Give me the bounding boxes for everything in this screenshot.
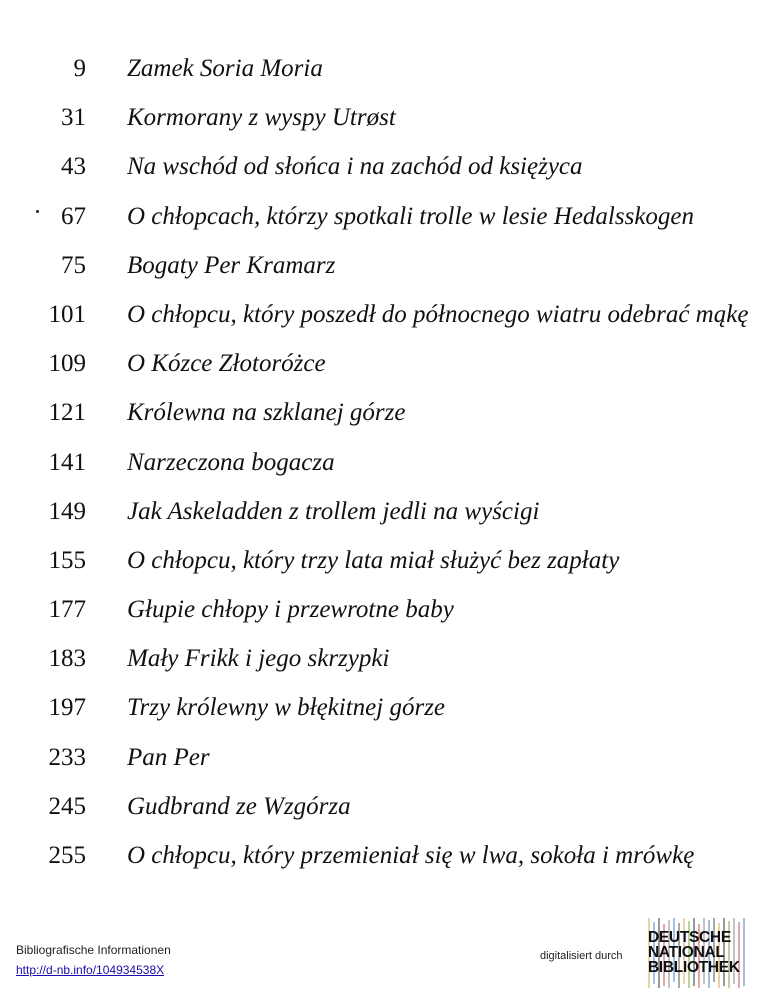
toc-page-number: 183 [48,645,86,673]
toc-page-number: 109 [48,350,86,378]
toc-page-number: 75 [61,251,86,279]
toc-entry [0,93,768,142]
toc-title: Pan Per [127,743,210,771]
toc-title: O chłopcach, którzy spotkali trolle w lesie Hedalsskogen [127,202,695,230]
toc-page-number: 121 [48,399,86,427]
toc-page-number: 255 [48,842,86,869]
toc-page-number: 245 [48,792,86,820]
table-of-contents [0,44,768,880]
toc-title: Kormorany z wyspy Utrøst [127,104,396,132]
toc-page-number: 155 [48,546,86,574]
toc-page-number: 9 [73,55,86,82]
toc-entry [0,290,768,339]
toc-page-number: 149 [48,497,86,525]
toc-page-number: 197 [48,694,86,722]
toc-title: O Kózce Złotoróżce [127,350,326,378]
toc-entry [0,683,768,732]
toc-page-number: 43 [61,153,86,181]
toc-title: Narzeczona bogacza [127,448,335,476]
toc-title: Królewna na szklanej górze [127,399,406,427]
toc-entry [0,585,768,634]
toc-entry [0,438,768,487]
dnb-logo [646,918,758,988]
toc-entry [0,142,768,191]
toc-entry [0,831,768,880]
toc-page-number: 233 [48,743,86,771]
toc-entry [0,44,768,93]
toc-title: Głupie chłopy i przewrotne baby [127,596,454,624]
toc-page-number: 177 [48,596,86,624]
toc-entry [0,536,768,585]
toc-entry [0,487,768,536]
toc-entry [0,634,768,683]
toc-title: Trzy królewny w błękitnej górze [127,694,446,722]
bibliographic-info-label: Bibliografische Informationen [16,943,171,957]
toc-entry [0,388,768,437]
dnb-logo-text [648,930,740,975]
dnb-logo-line: DEUTSCHE [648,929,731,946]
toc-entry [0,192,768,241]
bibliographic-info-link[interactable]: http://d-nb.info/104934538X [16,963,165,977]
toc-entry [0,339,768,388]
toc-title: Jak Askeladden z trollem jedli na wyścigi [127,497,540,525]
toc-title: Na wschód od słońca i na zachód od księżyca [127,153,583,181]
dnb-logo-line: NATIONAL [648,944,725,961]
dnb-logo-line: BIBLIOTHEK [648,959,740,976]
toc-page-number: 141 [48,448,86,476]
toc-title: Zamek Soria Moria [127,55,323,82]
toc-entry [0,241,768,290]
toc-title: O chłopcu, który trzy lata miał służyć bez zapłaty [127,546,620,574]
toc-entry [0,733,768,782]
toc-title: Mały Frikk i jego skrzypki [127,645,390,673]
toc-title: O chłopcu, który przemieniał się w lwa, sokoła i mrówkę [127,842,695,869]
toc-title: O chłopcu, który poszedł do północnego wiatru odebrać mąkę [127,300,749,328]
toc-title: Gudbrand ze Wzgórza [127,792,351,820]
toc-page-number: 101 [48,300,86,328]
toc-page-number: 31 [61,104,86,132]
toc-entry [0,782,768,831]
bibliographic-info [16,940,171,980]
digitized-by-label: digitalisiert durch [540,950,623,962]
toc-page-number: 67 [61,202,86,230]
toc-title: Bogaty Per Kramarz [127,251,336,279]
